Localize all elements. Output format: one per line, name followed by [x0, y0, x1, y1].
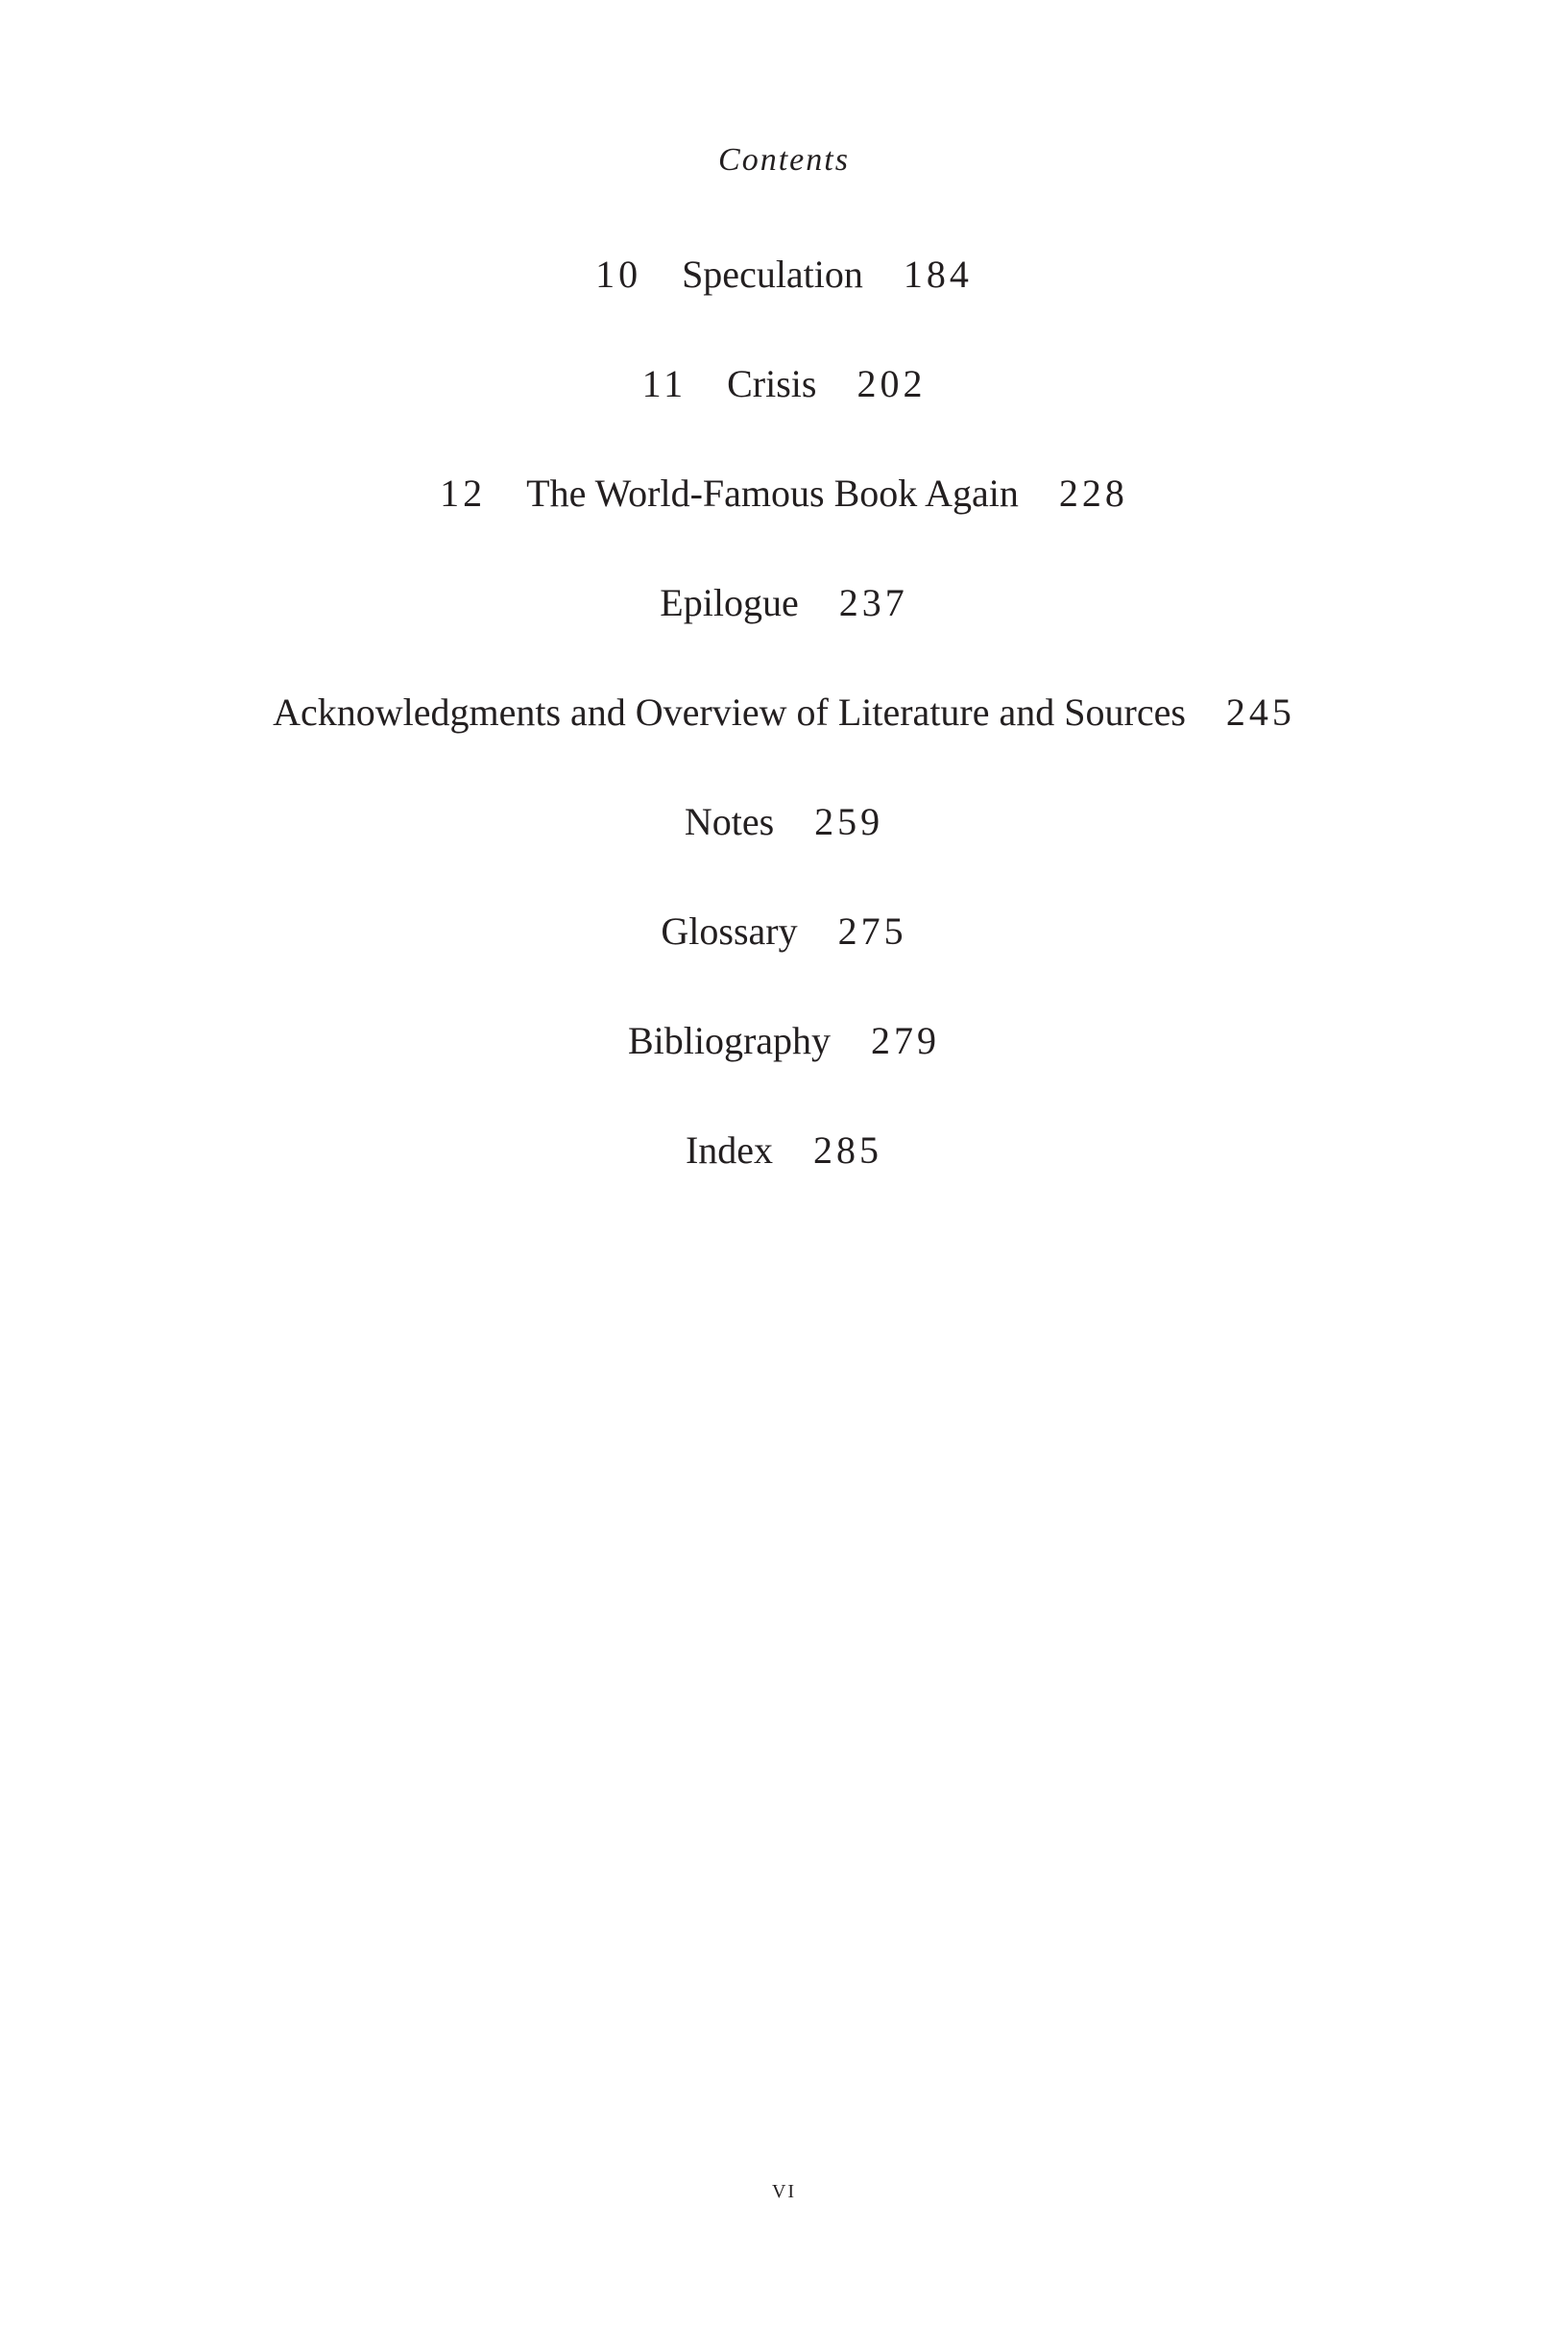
entry-title: Bibliography [627, 1019, 832, 1062]
page-folio: vi [771, 2174, 797, 2204]
page-number: 228 [1058, 472, 1128, 515]
toc-entry-glossary [0, 905, 1568, 1014]
toc-entry-crisis [0, 357, 1568, 467]
chapter-number: 11 [641, 362, 688, 405]
entry-title: Notes [684, 800, 775, 843]
chapter-number: 10 [595, 253, 642, 296]
entry-title: The World-Famous Book Again [526, 472, 1019, 515]
entry-title: Speculation [682, 253, 863, 296]
page-number: 285 [813, 1128, 883, 1172]
page-number: 279 [871, 1019, 941, 1062]
page-number: 245 [1225, 691, 1295, 734]
entry-title: Acknowledgments and Overview of Literature and Sources [273, 691, 1186, 734]
toc-entry-index [0, 1124, 1568, 1233]
entry-title: Glossary [661, 909, 798, 953]
page-number: 237 [838, 581, 908, 624]
running-head: Contents [718, 142, 850, 178]
page-number: 184 [903, 253, 973, 296]
toc-entry-acknowledgments [0, 686, 1568, 795]
toc-entry-epilogue [0, 576, 1568, 686]
toc-entry-bibliography [0, 1014, 1568, 1124]
page-number: 202 [856, 362, 927, 405]
page-number: 259 [814, 800, 884, 843]
toc-entry-speculation [0, 248, 1568, 357]
table-of-contents [0, 248, 1568, 1233]
entry-title: Epilogue [660, 581, 799, 624]
page-number: 275 [837, 909, 907, 953]
toc-entry-notes [0, 795, 1568, 905]
entry-title: Index [685, 1128, 774, 1172]
chapter-number: 12 [440, 472, 487, 515]
entry-title: Crisis [727, 362, 817, 405]
toc-entry-world-famous-book [0, 467, 1568, 576]
